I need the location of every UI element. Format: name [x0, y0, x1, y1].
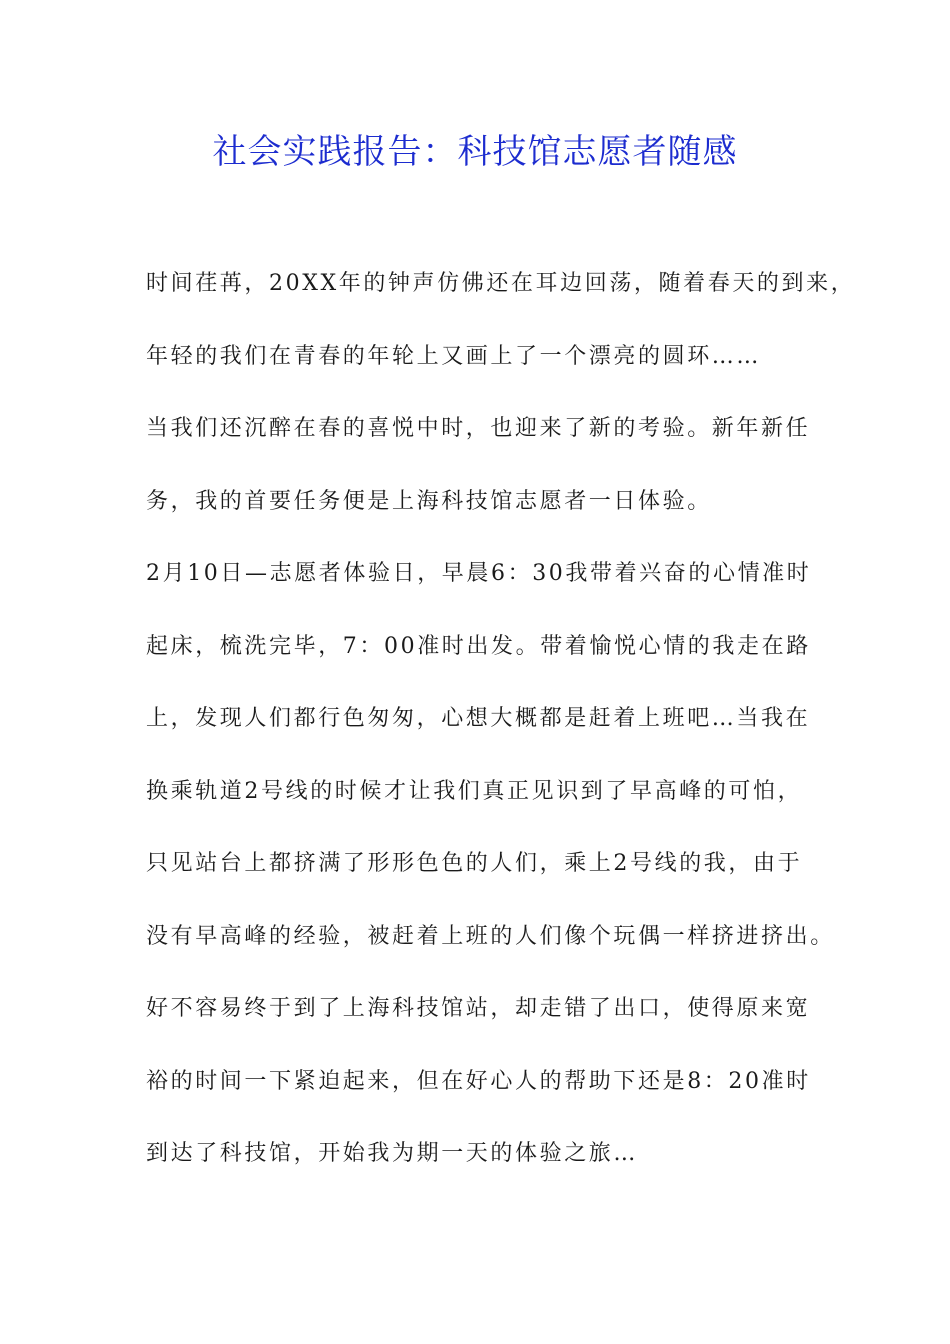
paragraph-line: 务，我的首要任务便是上海科技馆志愿者一日体验。	[146, 488, 712, 514]
paragraph-line: 到达了科技馆，开始我为期一天的体验之旅…	[146, 1141, 639, 1166]
paragraph-line: 年轻的我们在青春的年轮上又画上了一个漂亮的圆环……	[146, 343, 762, 369]
paragraph-line: 上，发现人们都行色匆匆，心想大概都是赶着上班吧…当我在	[146, 706, 811, 731]
paragraph-line: 起床，梳洗完毕，7：00准时出发。带着愉悦心情的我走在路	[146, 633, 811, 659]
paragraph-line: 好不容易终于到了上海科技馆站，却走错了出口，使得原来宽	[146, 996, 811, 1021]
paragraph-line: 2月10日—志愿者体验日，早晨6：30我带着兴奋的心情准时	[146, 561, 812, 586]
paragraph-line: 换乘轨道2号线的时候才让我们真正见识到了早高峰的可怕，	[146, 778, 803, 804]
paragraph-line: 时间荏苒，20XX年的钟声仿佛还在耳边回荡，随着春天的到来，	[146, 271, 856, 296]
document-body	[146, 248, 856, 1191]
paragraph-line: 当我们还沉醉在春的喜悦中时，也迎来了新的考验。新年新任	[146, 416, 811, 441]
paragraph-line: 裕的时间一下紧迫起来，但在好心人的帮助下还是8：20准时	[146, 1068, 811, 1094]
paragraph-line: 没有早高峰的经验，被赶着上班的人们像个玩偶一样挤进挤出。	[146, 923, 835, 949]
paragraph-line: 只见站台上都挤满了形形色色的人们，乘上2号线的我，由于	[146, 851, 803, 876]
document-title: 社会实践报告：科技馆志愿者随感	[212, 132, 738, 172]
